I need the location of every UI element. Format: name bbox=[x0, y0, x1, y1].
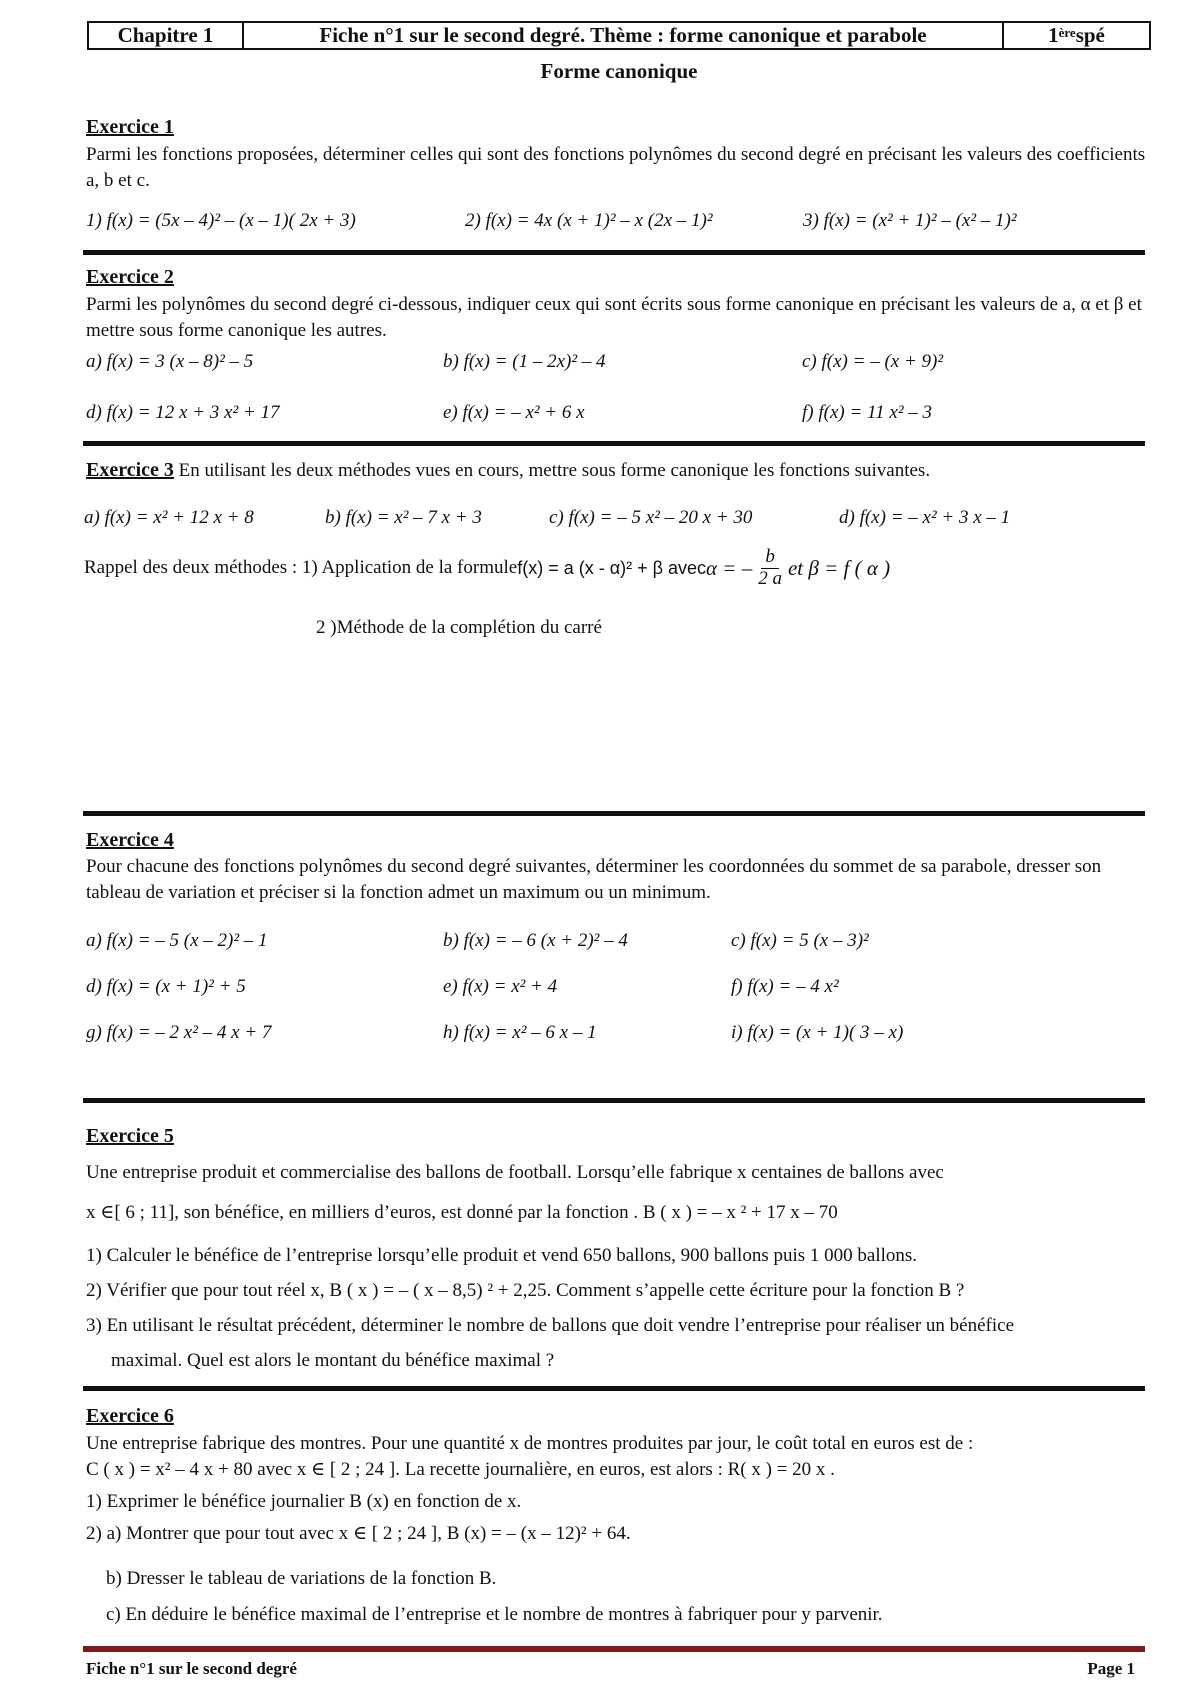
alpha-lhs: α = – bbox=[706, 555, 753, 580]
exercise-5-line-1: Une entreprise produit et commercialise des ballons de football. Lorsqu’elle fabrique x centaines de ballons avec bbox=[86, 1162, 944, 1183]
exercise-5-question-1: 1) Calculer le bénéfice de l’entreprise lorsqu’elle produit et vend 650 ballons, 900 ballons puis 1 000 ballons. bbox=[86, 1245, 918, 1266]
exercise-1-item-2: 2) f(x) = 4x (x + 1)² – x (2x – 1)² bbox=[465, 210, 713, 231]
exercise-6-question-2c: c) En déduire le bénéfice maximal de l’entreprise et le nombre de montres à fabriquer pour y parvenir. bbox=[106, 1604, 883, 1625]
exercise-2-item-e: e) f(x) = – x² + 6 x bbox=[443, 402, 585, 423]
reminder-prefix: Rappel des deux méthodes : 1) Application de la formule bbox=[84, 557, 518, 579]
exercise-3-reminder bbox=[84, 547, 890, 590]
exercise-6-line-2: C ( x ) = x² – 4 x + 80 avec x ∈ [ 2 ; 24 ]. La recette journalière, en euros, est alors : R( x ) = 20 x . bbox=[86, 1459, 835, 1480]
exercise-6-title: Exercice 6 bbox=[86, 1405, 174, 1427]
section-divider bbox=[83, 1386, 1145, 1391]
exercise-6-question-2b: b) Dresser le tableau de variations de la fonction B. bbox=[106, 1568, 497, 1589]
exercise-5-question-3: 3) En utilisant le résultat précédent, déterminer le nombre de ballons que doit vendre l’entreprise pour réaliser un bénéfice bbox=[86, 1315, 1015, 1336]
exercise-2-text: Parmi les polynômes du second degré ci-dessous, indiquer ceux qui sont écrits sous forme canonique en précisant les valeurs de a, α et β et mettre sous forme canonique les autres. bbox=[86, 294, 1142, 342]
alpha-fraction bbox=[756, 547, 784, 590]
exercise-1-item-1: 1) f(x) = (5x – 4)² – (x – 1)( 2x + 3) bbox=[86, 210, 356, 231]
exercise-4-item-h: h) f(x) = x² – 6 x – 1 bbox=[443, 1022, 597, 1043]
exercise-3-text: En utilisant les deux méthodes vues en cours, mettre sous forme canonique les fonctions suivantes. bbox=[173, 460, 931, 481]
exercise-5-title: Exercice 5 bbox=[86, 1125, 174, 1147]
footer-left: Fiche n°1 sur le second degré bbox=[86, 1659, 297, 1678]
reminder-formula: f(x) = a (x - α)² + β avec bbox=[517, 557, 706, 578]
header-chapter: Chapitre 1 bbox=[89, 23, 244, 48]
section-divider bbox=[83, 441, 1145, 446]
exercise-4-text: Pour chacune des fonctions polynômes du second degré suivantes, déterminer les coordonnées du sommet de sa parabole, dresser son tableau de variation et préciser si la fonction admet un maximum ou un minimum. bbox=[86, 856, 1102, 904]
exercise-1-text: Parmi les fonctions proposées, déterminer celles qui sont des fonctions polynômes du second degré en précisant les valeurs des coefficients a, b et c. bbox=[86, 144, 1146, 192]
exercise-3-heading bbox=[86, 457, 1156, 485]
exercise-2-item-c: c) f(x) = – (x + 9)² bbox=[802, 351, 944, 372]
exercise-1-title: Exercice 1 bbox=[86, 116, 174, 138]
exercise-3-title: Exercice 3 bbox=[86, 459, 174, 481]
exercise-3-item-b: b) f(x) = x² – 7 x + 3 bbox=[325, 507, 482, 528]
header-title: Fiche n°1 sur le second degré. Thème : forme canonique et parabole bbox=[244, 23, 1004, 48]
exercise-5-question-2: 2) Vérifier que pour tout réel x, B ( x ) = – ( x – 8,5) ² + 2,25. Comment s’appelle cette écriture pour la fonction B ? bbox=[86, 1280, 965, 1301]
fraction-numerator: b bbox=[761, 547, 779, 569]
header-level-tail: spé bbox=[1075, 23, 1105, 48]
exercise-2-item-f: f) f(x) = 11 x² – 3 bbox=[802, 402, 933, 423]
exercise-4-item-f: f) f(x) = – 4 x² bbox=[731, 976, 839, 997]
exercise-5-question-3-cont: maximal. Quel est alors le montant du bénéfice maximal ? bbox=[111, 1350, 555, 1371]
exercise-3-method-2: 2 )Méthode de la complétion du carré bbox=[316, 617, 602, 638]
exercise-4-item-i: i) f(x) = (x + 1)( 3 – x) bbox=[731, 1022, 904, 1043]
exercise-4-item-g: g) f(x) = – 2 x² – 4 x + 7 bbox=[86, 1022, 272, 1043]
exercise-2-item-b: b) f(x) = (1 – 2x)² – 4 bbox=[443, 351, 606, 372]
beta-definition: et β = f ( α ) bbox=[787, 555, 891, 580]
exercise-2-item-a: a) f(x) = 3 (x – 8)² – 5 bbox=[86, 351, 254, 372]
exercise-6-line-1: Une entreprise fabrique des montres. Pour une quantité x de montres produites par jour, le coût total en euros est de : bbox=[86, 1433, 974, 1454]
exercise-4-title: Exercice 4 bbox=[86, 829, 174, 851]
fraction-denominator: 2 a bbox=[758, 567, 782, 589]
exercise-5-line-2: x ∈[ 6 ; 11], son bénéfice, en milliers d’euros, est donné par la fonction . B ( x ) = – x ² + 17 x – 70 bbox=[86, 1202, 838, 1223]
section-divider bbox=[83, 1098, 1145, 1103]
header-level: 1 $^{ère}$ spé bbox=[1004, 23, 1149, 48]
exercise-4-item-c: c) f(x) = 5 (x – 3)² bbox=[731, 930, 869, 951]
exercise-2-item-d: d) f(x) = 12 x + 3 x² + 17 bbox=[86, 402, 280, 423]
page-subtitle: Forme canonique bbox=[540, 59, 698, 83]
exercise-3-item-a: a) f(x) = x² + 12 x + 8 bbox=[84, 507, 254, 528]
exercise-6-question-1: 1) Exprimer le bénéfice journalier B (x) en fonction de x. bbox=[86, 1491, 522, 1512]
exercise-6-question-2a: 2) a) Montrer que pour tout avec x ∈ [ 2 ; 24 ], B (x) = – (x – 12)² + 64. bbox=[86, 1523, 631, 1544]
section-divider bbox=[83, 811, 1145, 816]
exercise-2-title: Exercice 2 bbox=[86, 266, 174, 288]
header-table bbox=[87, 21, 1151, 50]
exercise-3-item-d: d) f(x) = – x² + 3 x – 1 bbox=[839, 507, 1011, 528]
exercise-4-item-b: b) f(x) = – 6 (x + 2)² – 4 bbox=[443, 930, 628, 951]
header-level-main: 1 bbox=[1048, 23, 1059, 48]
exercise-4-item-e: e) f(x) = x² + 4 bbox=[443, 976, 558, 997]
exercise-1-item-3: 3) f(x) = (x² + 1)² – (x² – 1)² bbox=[803, 210, 1017, 231]
exercise-4-item-a: a) f(x) = – 5 (x – 2)² – 1 bbox=[86, 930, 268, 951]
footer-divider bbox=[83, 1646, 1145, 1652]
exercise-3-item-c: c) f(x) = – 5 x² – 20 x + 30 bbox=[549, 507, 753, 528]
exercise-4-item-d: d) f(x) = (x + 1)² + 5 bbox=[86, 976, 246, 997]
footer-page-number: Page 1 bbox=[1087, 1659, 1135, 1678]
section-divider bbox=[83, 250, 1145, 255]
